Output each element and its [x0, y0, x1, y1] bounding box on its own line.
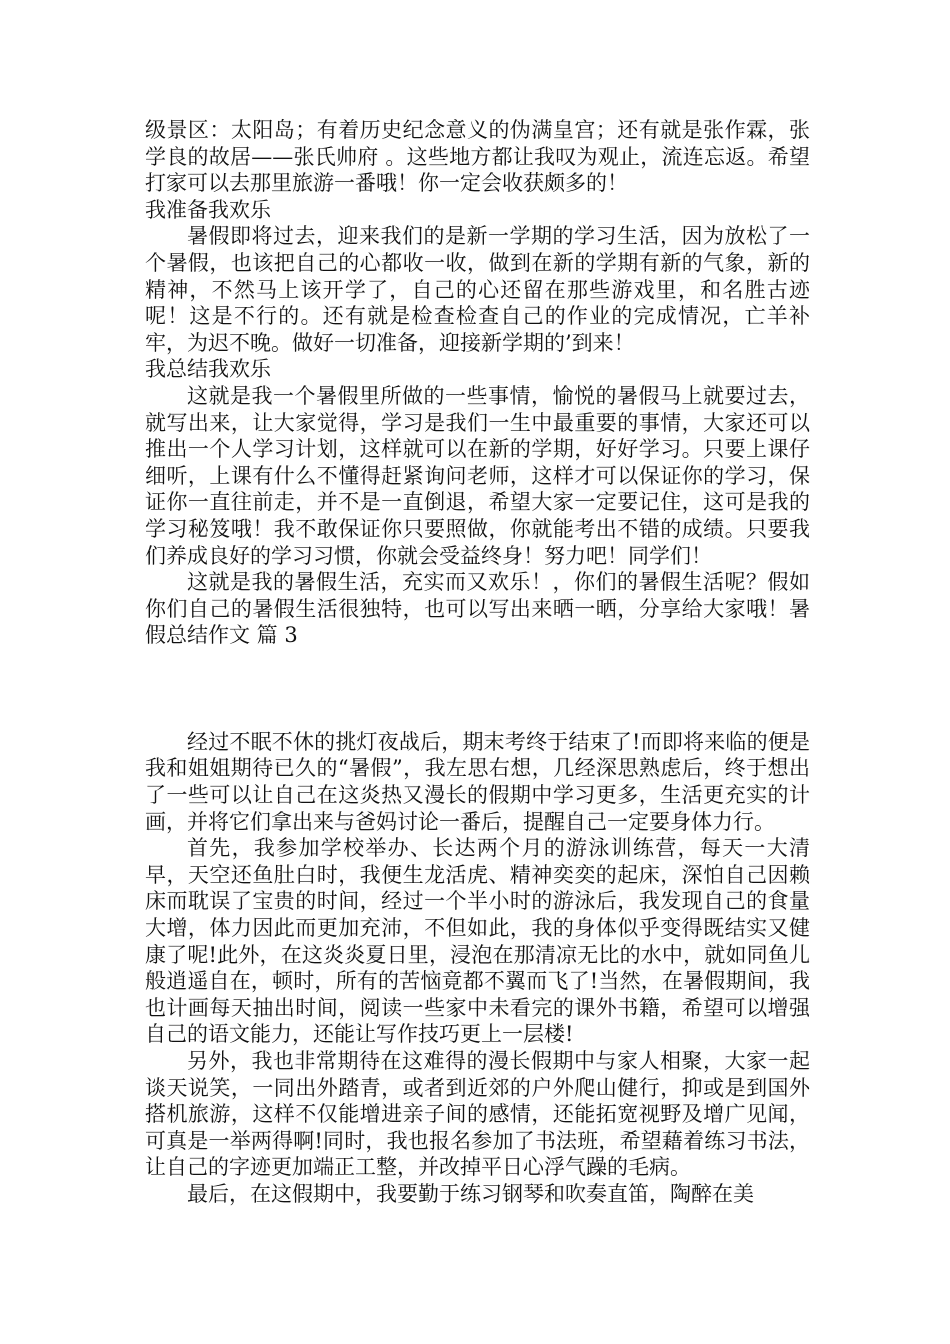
paragraph-scenic-spots: 级景区：太阳岛；有着历史纪念意义的伪满皇宫；还有就是张作霖，张学良的故居——张氏帅府 。这些地方都让我叹为观止，流连忘返。希望打家可以去那里旅游一番哦！你一定会收获颇多的！: [145, 118, 810, 196]
paragraph-exam-end: 经过不眠不休的挑灯夜战后，期末考终于结束了!而即将来临的便是我和姐姐期待已久的“暑假”，我左思右想，几经深思熟虑后，终于想出了一些可以让自己在这炎热又漫长的假期中学习更多，生活更充实的计画，并将它们拿出来与爸妈讨论一番后，提醒自己一定要身体力行。: [145, 729, 810, 834]
paragraph-summary: 这就是我一个暑假里所做的一些事情，愉悦的暑假马上就要过去，就写出来，让大家觉得，学习是我们一生中最重要的事情，大家还可以推出一个人学习计划，这样就可以在新的学期，好好学习。只要上课仔细听，上课有什么不懂得赶紧询问老师，这样才可以保证你的学习，保证你一直往前走，并不是一直倒退，希望大家一定要记住，这可是我的学习秘笈哦！我不敢保证你只要照做，你就能考出不错的成绩。只要我们养成良好的学习习惯，你就会受益终身！努力吧！同学们！: [145, 383, 810, 568]
heading-summary-joy: 我总结我欢乐: [145, 357, 271, 382]
paragraph-conclusion: 这就是我的暑假生活，充实而又欢乐！，你们的暑假生活呢？假如你们自己的暑假生活很独特，也可以写出来晒一晒，分享给大家哦！暑假总结作文 篇 3: [145, 570, 810, 648]
paragraph-prepare: 暑假即将过去，迎来我们的是新一学期的学习生活，因为放松了一个暑假，也该把自己的心都收一收，做到在新的学期有新的气象，新的精神，不然马上该开学了，自己的心还留在那些游戏里，和名胜古迹呢！这是不行的。还有就是检查检查自己的作业的完成情况，亡羊补牢，为迟不晚。做好一切准备，迎接新学期的’到来！: [145, 224, 810, 355]
paragraph-music: 最后，在这假期中，我要勤于练习钢琴和吹奏直笛，陶醉在美: [187, 1181, 754, 1206]
paragraph-swimming: 首先，我参加学校举办、长达两个月的游泳训练营，每天一大清早，天空还鱼肚白时，我便生龙活虎、精神奕奕的起床，深怕自己因赖床而耽误了宝贵的时间，经过一个半小时的游泳后，我发现自己的食量大增，体力因此而更加充沛，不但如此，我的身体似乎变得既结实又健康了呢!此外，在这炎炎夏日里，浸泡在那清凉无比的水中，就如同鱼儿般逍遥自在，顿时，所有的苦恼竟都不翼而飞了!当然，在暑假期间，我也计画每天抽出时间，阅读一些家中未看完的课外书籍，希望可以增强自己的语文能力，还能让写作技巧更上一层楼!: [145, 836, 810, 1047]
section-gap: [145, 649, 810, 729]
heading-prepare-joy: 我准备我欢乐: [145, 197, 271, 222]
paragraph-family: 另外，我也非常期待在这难得的漫长假期中与家人相聚，大家一起谈天说笑，一同出外踏青，或者到近郊的户外爬山健行，抑或是到国外搭机旅游，这样不仅能增进亲子间的感情，还能拓宽视野及增广见闻，可真是一举两得啊!同时，我也报名参加了书法班，希望藉着练习书法，让自己的字迹更加端正工整，并改掉平日心浮气躁的毛病。: [145, 1049, 810, 1180]
document-page: [145, 117, 810, 1208]
